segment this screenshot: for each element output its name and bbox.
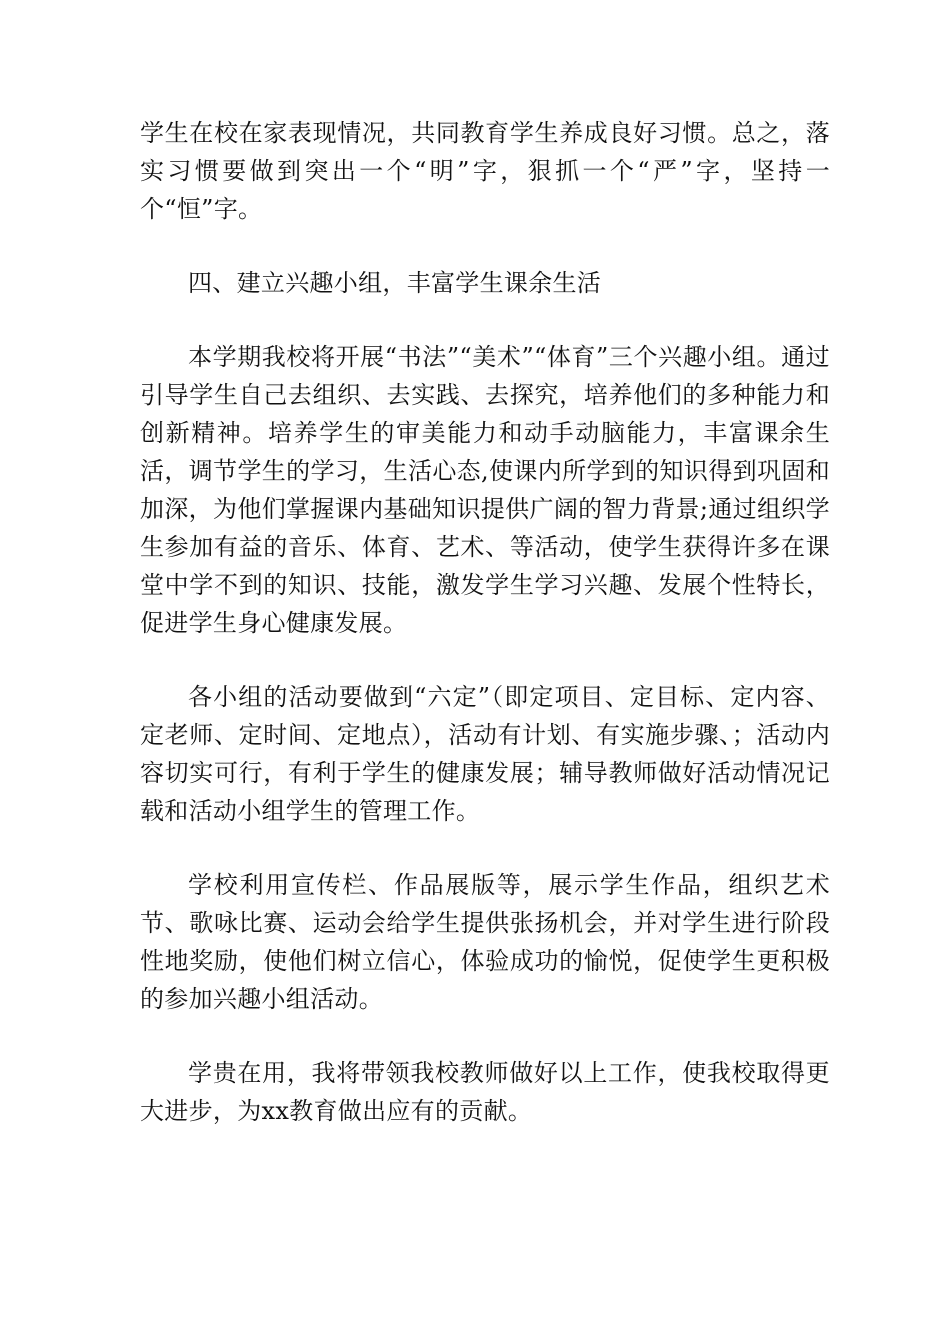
paragraph-continuation: 学生在校在家表现情况，共同教育学生养成良好习惯。总之，落实习惯要做到突出一个“明”字，狠抓一个“严”字，坚持一个“恒”字。: [140, 119, 830, 223]
paragraph-interest-groups: 本学期我校将开展“书法”“美术”“体育”三个兴趣小组。通过引导学生自己去组织、去实践、去探究，培养他们的多种能力和创新精神。培养学生的审美能力和动手动脑能力，丰富课余生活，调节学生的学习，生活心态,使课内所学到的知识得到巩固和加深，为他们掌握课内基础知识提供广阔的智力背景;通过组织学生参加有益的音乐、体育、艺术、等活动，使学生获得许多在课堂中学不到的知识、技能，激发学生学习兴趣、发展个性特长，促进学生身心健康发展。: [140, 343, 830, 637]
paragraph-conclusion: 学贵在用，我将带领我校教师做好以上工作，使我校取得更大进步，为xx教育做出应有的贡献。: [140, 1059, 830, 1125]
paragraph-six-fixed: 各小组的活动要做到“六定”（即定项目、定目标、定内容、定老师、定时间、定地点），活动有计划、有实施步骤、；活动内容切实可行，有利于学生的健康发展；辅导教师做好活动情况记载和活动小组学生的管理工作。: [140, 683, 830, 825]
paragraph-exhibition: 学校利用宣传栏、作品展版等，展示学生作品，组织艺术节、歌咏比赛、运动会给学生提供张扬机会，并对学生进行阶段性地奖励，使他们树立信心，体验成功的愉悦，促使学生更积极的参加兴趣小组活动。: [140, 871, 830, 1013]
document-body: [140, 114, 830, 1166]
section-heading: 四、建立兴趣小组，丰富学生课余生活: [188, 269, 602, 297]
